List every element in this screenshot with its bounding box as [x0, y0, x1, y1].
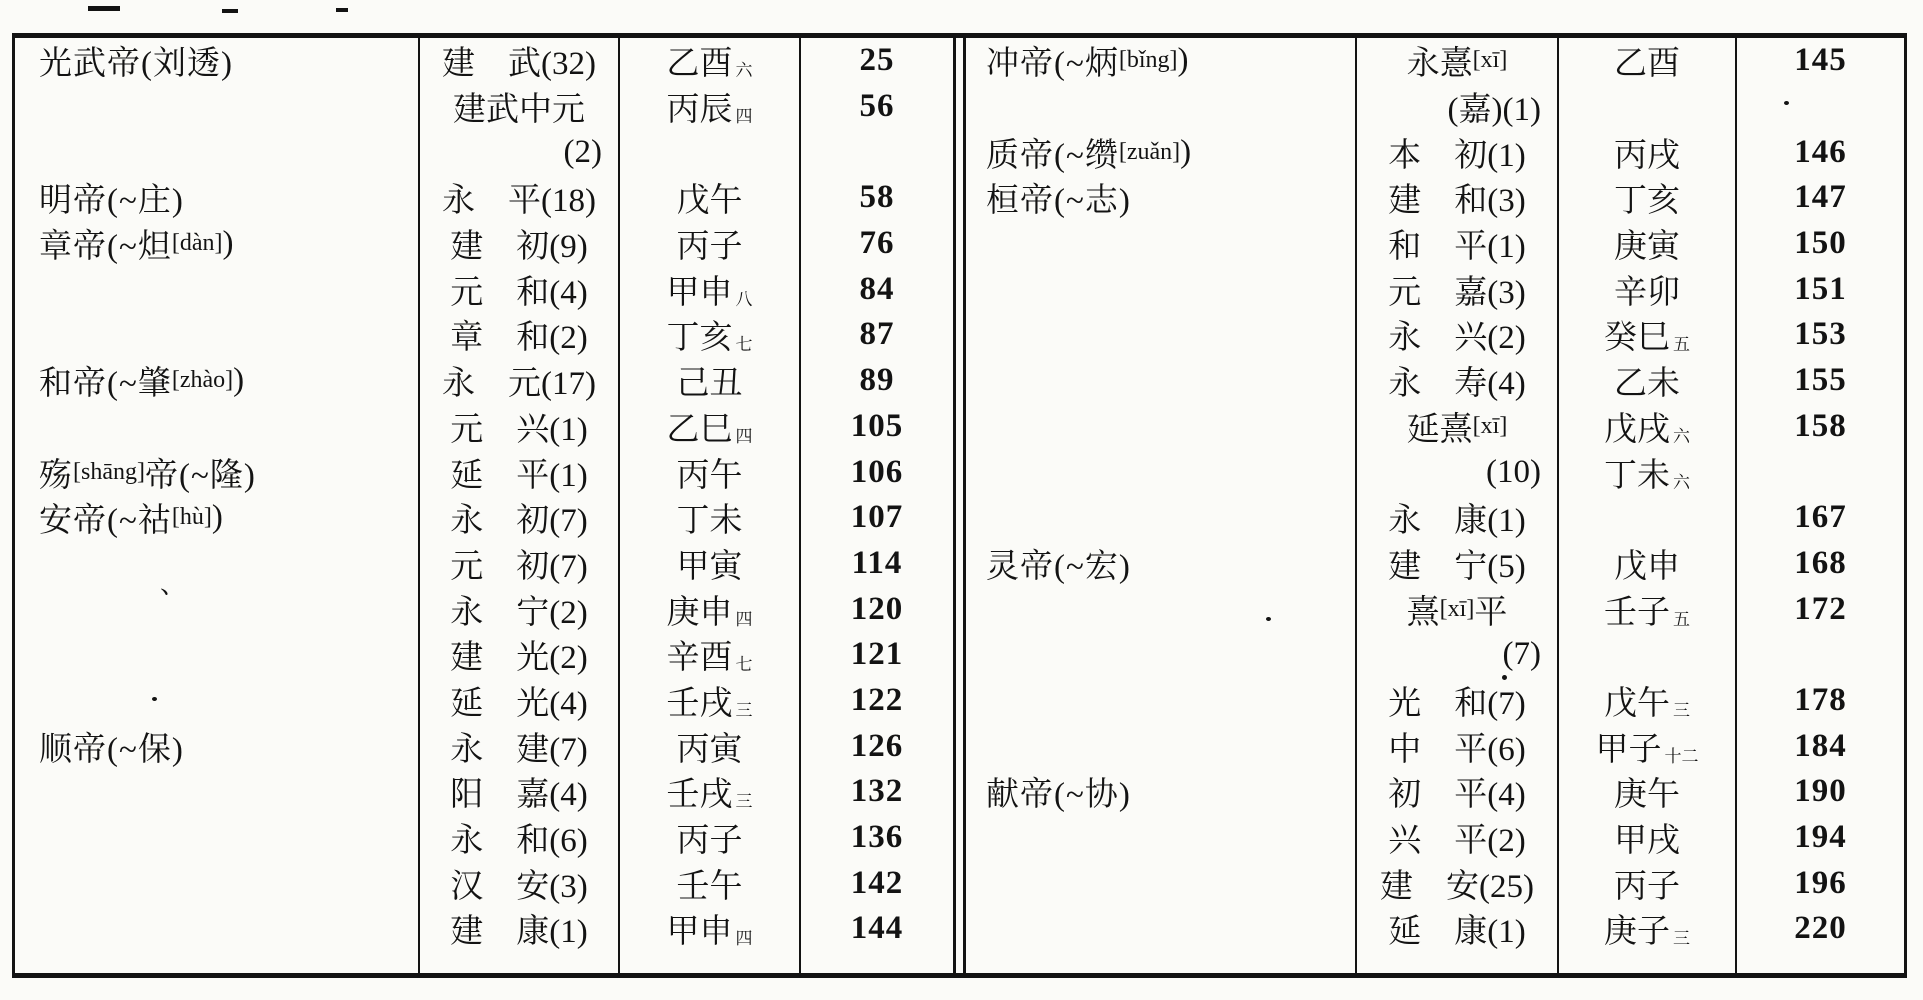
sexagenary-year-cell: [1559, 449, 1737, 495]
era-name-cell: 延 光(4): [420, 678, 620, 724]
ad-year-cell: 56: [859, 88, 895, 125]
era-name-cell: 章 和(2): [420, 312, 620, 358]
ad-year-cell: 196: [1794, 864, 1847, 901]
era-name-cell: 建 康(1): [420, 906, 620, 952]
emperor-name-cell: [966, 221, 1357, 267]
era-name-cell: 永憙 [xī]: [1357, 38, 1559, 84]
ad-year-cell: 126: [850, 727, 904, 764]
ad-year-cell: 132: [850, 773, 904, 810]
ganzhi-year: 辛卯: [1614, 274, 1680, 311]
ad-year-cell: 105: [850, 407, 904, 444]
emperor-name-cell: [966, 815, 1357, 861]
era-name-cell: 永 元(17): [420, 358, 620, 404]
era-name-cell: 元 和(4): [420, 266, 620, 312]
ganzhi-year: 甲申: [666, 914, 733, 951]
pinyin-annotation: [shāng]: [73, 458, 145, 485]
table-row: [15, 769, 953, 815]
ad-year-cell: 121: [850, 636, 904, 673]
month-subscript: 八: [735, 289, 753, 309]
pinyin-annotation: [xī]: [1439, 595, 1475, 622]
emperor-name-cell: 质帝(~缵 [zuǎn] ): [966, 129, 1357, 175]
month-subscript: 七: [735, 335, 753, 355]
table-filler-row: [966, 952, 1904, 973]
emperor-name-cell: [15, 541, 420, 587]
sexagenary-year-cell: [620, 38, 801, 84]
sexagenary-year-cell: [620, 84, 801, 130]
era-name-cell: 永 建(7): [420, 723, 620, 769]
ganzhi-year: 辛酉: [666, 640, 733, 677]
emperor-name-cell: 献帝(~协): [966, 769, 1357, 815]
table-row: [966, 38, 1904, 84]
era-name-cell: [420, 952, 620, 973]
sexagenary-year-cell: [620, 586, 801, 632]
emperor-name-cell: [15, 404, 420, 450]
ad-year-cell: [801, 952, 953, 973]
month-subscript: 四: [735, 929, 753, 949]
sexagenary-year-cell: [620, 175, 801, 221]
table-row: [15, 358, 953, 404]
ganzhi-year: 戊戌: [1604, 411, 1670, 448]
era-name-cell: (10): [1357, 449, 1559, 495]
era-name-cell: 元 嘉(3): [1357, 266, 1559, 312]
table-row: [966, 495, 1904, 541]
sexagenary-year-cell: [1559, 312, 1737, 358]
emperor-name-cell: [15, 769, 420, 815]
ad-year-cell: 25: [859, 42, 895, 79]
ganzhi-year: 甲申: [666, 274, 733, 311]
ganzhi-year: 丙戌: [1614, 137, 1680, 174]
ganzhi-year: 戊申: [1614, 548, 1680, 585]
sexagenary-year-cell: [620, 906, 801, 952]
ad-year-cell: 167: [1794, 499, 1847, 536]
ganzhi-year: 丁亥: [1614, 183, 1680, 220]
emperor-name-cell: [966, 906, 1357, 952]
ad-year-cell: 190: [1794, 773, 1847, 810]
sexagenary-year-cell: [620, 632, 801, 678]
ad-year-cell: 172: [1794, 590, 1847, 627]
ganzhi-year: 甲戌: [1614, 823, 1680, 860]
sexagenary-year-cell: [1559, 84, 1737, 130]
emperor-name-cell: [15, 678, 420, 724]
sexagenary-year-cell: [620, 221, 801, 267]
ganzhi-year: 乙酉: [1614, 46, 1680, 83]
table-row: [966, 129, 1904, 175]
table-row: [966, 586, 1904, 632]
month-subscript: 三: [1673, 700, 1690, 720]
sexagenary-year-cell: [620, 815, 801, 861]
ganzhi-year: 丁未: [676, 503, 743, 540]
sexagenary-year-cell: [1559, 358, 1737, 404]
emperor-name-cell: 明帝(~庄): [15, 175, 420, 221]
sexagenary-year-cell: [1559, 723, 1737, 769]
emperor-name-cell: [966, 632, 1357, 678]
double-divider-line: [953, 38, 966, 973]
table-filler-row: [15, 952, 953, 973]
sexagenary-year-cell: [620, 860, 801, 906]
emperor-name-cell: [966, 404, 1357, 450]
sexagenary-year-cell: [620, 449, 801, 495]
table-row: [966, 358, 1904, 404]
table-row: [15, 860, 953, 906]
table-row: [966, 815, 1904, 861]
ganzhi-year: 丙辰: [666, 92, 733, 129]
ad-year-cell: 87: [859, 316, 895, 353]
month-subscript: 六: [1673, 426, 1690, 446]
table-row: [15, 632, 953, 678]
sexagenary-year-cell: [620, 129, 801, 175]
emperor-name-cell: [15, 84, 420, 130]
scan-artifact-dot: [1784, 101, 1789, 105]
table-row: [15, 541, 953, 587]
ganzhi-year: 丙午: [676, 457, 743, 494]
ganzhi-year: 壬午: [676, 868, 743, 905]
era-name-cell: 永 康(1): [1357, 495, 1559, 541]
emperor-name-cell: [15, 815, 420, 861]
pinyin-annotation: [hù]: [171, 504, 212, 531]
ganzhi-year: 戊午: [676, 183, 743, 220]
ad-year-cell: 155: [1794, 362, 1847, 399]
era-name-cell: 永 寿(4): [1357, 358, 1559, 404]
era-name-cell: 延 康(1): [1357, 906, 1559, 952]
era-name-cell: (2): [420, 129, 620, 175]
table-row: [15, 38, 953, 84]
sexagenary-year-cell: [620, 266, 801, 312]
sexagenary-year-cell: [620, 723, 801, 769]
sexagenary-year-cell: [1559, 815, 1737, 861]
ganzhi-year: 己丑: [676, 366, 743, 403]
ad-year-cell: 142: [850, 864, 904, 901]
ganzhi-year: 乙未: [1614, 366, 1680, 403]
scan-artifact-dash: [336, 8, 348, 12]
table-row: [966, 449, 1904, 495]
scan-artifact-dash: [222, 9, 238, 13]
table-row: [15, 312, 953, 358]
pinyin-annotation: [xī]: [1472, 47, 1508, 74]
chronology-table: [12, 33, 1907, 978]
emperor-name-cell: [966, 678, 1357, 724]
era-name-cell: 熹 [xī] 平: [1357, 586, 1559, 632]
sexagenary-year-cell: [1559, 495, 1737, 541]
ganzhi-year: 庚申: [666, 594, 733, 631]
era-name-cell: 永 和(6): [420, 815, 620, 861]
sexagenary-year-cell: [620, 312, 801, 358]
table-row: [966, 221, 1904, 267]
era-name-cell: (7): [1357, 632, 1559, 678]
ad-year-cell: [1737, 449, 1904, 495]
sexagenary-year-cell: [1559, 860, 1737, 906]
pinyin-annotation: [dàn]: [171, 230, 223, 257]
table-row: [966, 312, 1904, 358]
ad-year-cell: 58: [859, 179, 895, 216]
ad-year-cell: 122: [850, 681, 904, 718]
emperor-name-cell: 和帝(~肇 [zhào] ): [15, 358, 420, 404]
table-row: [966, 769, 1904, 815]
emperor-name-cell: [966, 449, 1357, 495]
sexagenary-year-cell: [1559, 769, 1737, 815]
month-subscript: 三: [1673, 929, 1690, 949]
scan-artifact-stray-mark: 、: [160, 570, 187, 599]
sexagenary-year-cell: [1559, 266, 1737, 312]
table-row: [15, 449, 953, 495]
table-row: [15, 266, 953, 312]
emperor-name-cell: [15, 952, 420, 973]
era-name-cell: 建 光(2): [420, 632, 620, 678]
ad-year-cell: 120: [850, 590, 904, 627]
table-row: [966, 266, 1904, 312]
sexagenary-year-cell: [1559, 175, 1737, 221]
table-row: [15, 175, 953, 221]
emperor-name-cell: 顺帝(~保): [15, 723, 420, 769]
emperor-name-cell: 灵帝(~宏): [966, 541, 1357, 587]
ad-year-cell: 150: [1794, 225, 1847, 262]
ganzhi-year: 壬子: [1604, 594, 1670, 631]
table-row: [966, 860, 1904, 906]
ad-year-cell: 144: [850, 910, 904, 947]
emperor-name-cell: [966, 586, 1357, 632]
emperor-name-cell: [966, 84, 1357, 130]
table-row: [15, 404, 953, 450]
ganzhi-year: 甲子: [1595, 731, 1662, 768]
emperor-name-cell: [15, 586, 420, 632]
table-row: [966, 632, 1904, 678]
sexagenary-year-cell: [1559, 404, 1737, 450]
ad-year-cell: 145: [1794, 42, 1847, 79]
era-name-cell: 中 平(6): [1357, 723, 1559, 769]
table-left-half: [15, 38, 953, 973]
sexagenary-year-cell: [1559, 906, 1737, 952]
ad-year-cell: 158: [1794, 407, 1847, 444]
ad-year-cell: 114: [851, 544, 903, 581]
emperor-name-cell: [966, 495, 1357, 541]
table-row: [15, 723, 953, 769]
sexagenary-year-cell: [1559, 632, 1737, 678]
emperor-name-cell: [966, 952, 1357, 973]
table-row: [966, 678, 1904, 724]
table-row: [15, 906, 953, 952]
ad-year-cell: [1737, 84, 1904, 130]
pinyin-annotation: [zuǎn]: [1118, 138, 1181, 165]
table-row: [966, 723, 1904, 769]
sexagenary-year-cell: [620, 541, 801, 587]
table-row: [966, 541, 1904, 587]
scan-artifact-dot: [152, 697, 157, 701]
ganzhi-year: 丙子: [1614, 868, 1680, 905]
emperor-name-cell: [15, 312, 420, 358]
sexagenary-year-cell: [1559, 952, 1737, 973]
era-name-cell: 永 初(7): [420, 495, 620, 541]
era-name-cell: 光 和(7): [1357, 678, 1559, 724]
era-name-cell: 延 平(1): [420, 449, 620, 495]
table-row: [15, 221, 953, 267]
pinyin-annotation: [zhào]: [171, 367, 234, 394]
ad-year-cell: 194: [1794, 819, 1847, 856]
sexagenary-year-cell: [620, 952, 801, 973]
emperor-name-cell: [15, 860, 420, 906]
table-row: [15, 129, 953, 175]
era-name-cell: 建 安(25): [1357, 860, 1559, 906]
sexagenary-year-cell: [620, 404, 801, 450]
month-subscript: 七: [735, 655, 753, 675]
ganzhi-year: 壬戌: [666, 685, 733, 722]
emperor-name-cell: [966, 860, 1357, 906]
ad-year-cell: 107: [850, 499, 904, 536]
sexagenary-year-cell: [620, 358, 801, 404]
ganzhi-year: 癸巳: [1604, 320, 1670, 357]
emperor-name-cell: [15, 906, 420, 952]
era-name-cell: 永 平(18): [420, 175, 620, 221]
ganzhi-year: 乙巳: [666, 411, 733, 448]
scan-artifact-dash: [88, 6, 120, 11]
ad-year-cell: 168: [1794, 544, 1847, 581]
era-name-cell: 永 兴(2): [1357, 312, 1559, 358]
ad-year-cell: [1737, 632, 1904, 678]
era-name-cell: 元 初(7): [420, 541, 620, 587]
month-subscript: 六: [735, 61, 753, 81]
ad-year-cell: 147: [1794, 179, 1847, 216]
ad-year-cell: 184: [1794, 727, 1847, 764]
era-name-cell: 和 平(1): [1357, 221, 1559, 267]
table-row: [966, 84, 1904, 130]
month-subscript: 五: [1673, 335, 1690, 355]
era-name-cell: 元 兴(1): [420, 404, 620, 450]
ad-year-cell: 136: [850, 819, 904, 856]
ad-year-cell: 84: [859, 270, 895, 307]
era-name-cell: 建 宁(5): [1357, 541, 1559, 587]
sexagenary-year-cell: [1559, 541, 1737, 587]
ad-year-cell: 146: [1794, 133, 1847, 170]
ad-year-cell: 76: [859, 225, 895, 262]
ad-year-cell: [801, 129, 953, 175]
ad-year-cell: 151: [1794, 270, 1847, 307]
ad-year-cell: 153: [1794, 316, 1847, 353]
month-subscript: 六: [1673, 472, 1690, 492]
ad-year-cell: 220: [1794, 910, 1847, 947]
scan-artifact-dot: [1266, 617, 1271, 621]
era-name-cell: 建 武(32): [420, 38, 620, 84]
table-row: [966, 404, 1904, 450]
month-subscript: 十二: [1664, 746, 1699, 766]
ganzhi-year: 乙酉: [666, 46, 733, 83]
era-name-cell: 建 和(3): [1357, 175, 1559, 221]
month-subscript: 四: [735, 609, 753, 629]
ganzhi-year: 壬戌: [666, 777, 733, 814]
emperor-name-cell: 章帝(~炟 [dàn] ): [15, 221, 420, 267]
pinyin-annotation: [xī]: [1472, 412, 1508, 439]
pinyin-annotation: [bǐng]: [1118, 47, 1178, 74]
ganzhi-year: 丙子: [676, 229, 743, 266]
sexagenary-year-cell: [1559, 678, 1737, 724]
emperor-name-cell: [966, 312, 1357, 358]
era-name-cell: [1357, 952, 1559, 973]
ad-year-cell: 178: [1794, 681, 1847, 718]
month-subscript: 五: [1673, 609, 1690, 629]
month-subscript: 四: [735, 107, 753, 127]
era-name-cell: 初 平(4): [1357, 769, 1559, 815]
emperor-name-cell: [15, 266, 420, 312]
emperor-name-cell: 冲帝(~炳 [bǐng] ): [966, 38, 1357, 84]
emperor-name-cell: [15, 129, 420, 175]
sexagenary-year-cell: [620, 678, 801, 724]
emperor-name-cell: 安帝(~祜 [hù] ): [15, 495, 420, 541]
emperor-name-cell: 殇 [shāng] 帝(~隆): [15, 449, 420, 495]
ad-year-cell: 89: [859, 362, 895, 399]
scan-artifact-dot: [1502, 675, 1507, 680]
era-name-cell: 本 初(1): [1357, 129, 1559, 175]
emperor-name-cell: 光武帝(刘透): [15, 38, 420, 84]
emperor-name-cell: [15, 632, 420, 678]
table-row: [15, 84, 953, 130]
emperor-name-cell: [966, 358, 1357, 404]
era-name-cell: 兴 平(2): [1357, 815, 1559, 861]
ganzhi-year: 庚子: [1604, 914, 1670, 951]
ganzhi-year: 丁亥: [666, 320, 733, 357]
sexagenary-year-cell: [620, 769, 801, 815]
month-subscript: 三: [735, 792, 753, 812]
table-row: [966, 175, 1904, 221]
sexagenary-year-cell: [1559, 586, 1737, 632]
ad-year-cell: [1737, 952, 1904, 973]
era-name-cell: 建 初(9): [420, 221, 620, 267]
month-subscript: 四: [735, 426, 753, 446]
emperor-name-cell: 桓帝(~志): [966, 175, 1357, 221]
table-row: [15, 495, 953, 541]
era-name-cell: 永 宁(2): [420, 586, 620, 632]
era-name-cell: 汉 安(3): [420, 860, 620, 906]
table-row: [15, 586, 953, 632]
era-name-cell: 建武中元: [420, 84, 620, 130]
ganzhi-year: 丙子: [676, 823, 743, 860]
ganzhi-year: 庚午: [1614, 777, 1680, 814]
sexagenary-year-cell: [1559, 38, 1737, 84]
month-subscript: 三: [735, 700, 753, 720]
table-right-half: [966, 38, 1904, 973]
ganzhi-year: 庚寅: [1614, 229, 1680, 266]
emperor-name-cell: [966, 266, 1357, 312]
emperor-name-cell: [966, 723, 1357, 769]
sexagenary-year-cell: [1559, 129, 1737, 175]
table-row: [966, 906, 1904, 952]
sexagenary-year-cell: [1559, 221, 1737, 267]
sexagenary-year-cell: [620, 495, 801, 541]
ganzhi-year: 甲寅: [676, 548, 743, 585]
era-name-cell: 延熹 [xī]: [1357, 404, 1559, 450]
era-name-cell: (嘉)(1): [1357, 84, 1559, 130]
ganzhi-year: 丙寅: [676, 731, 743, 768]
ganzhi-year: 戊午: [1604, 685, 1670, 722]
era-name-cell: 阳 嘉(4): [420, 769, 620, 815]
table-row: [15, 815, 953, 861]
ad-year-cell: 106: [850, 453, 904, 490]
ganzhi-year: 丁未: [1604, 457, 1670, 494]
